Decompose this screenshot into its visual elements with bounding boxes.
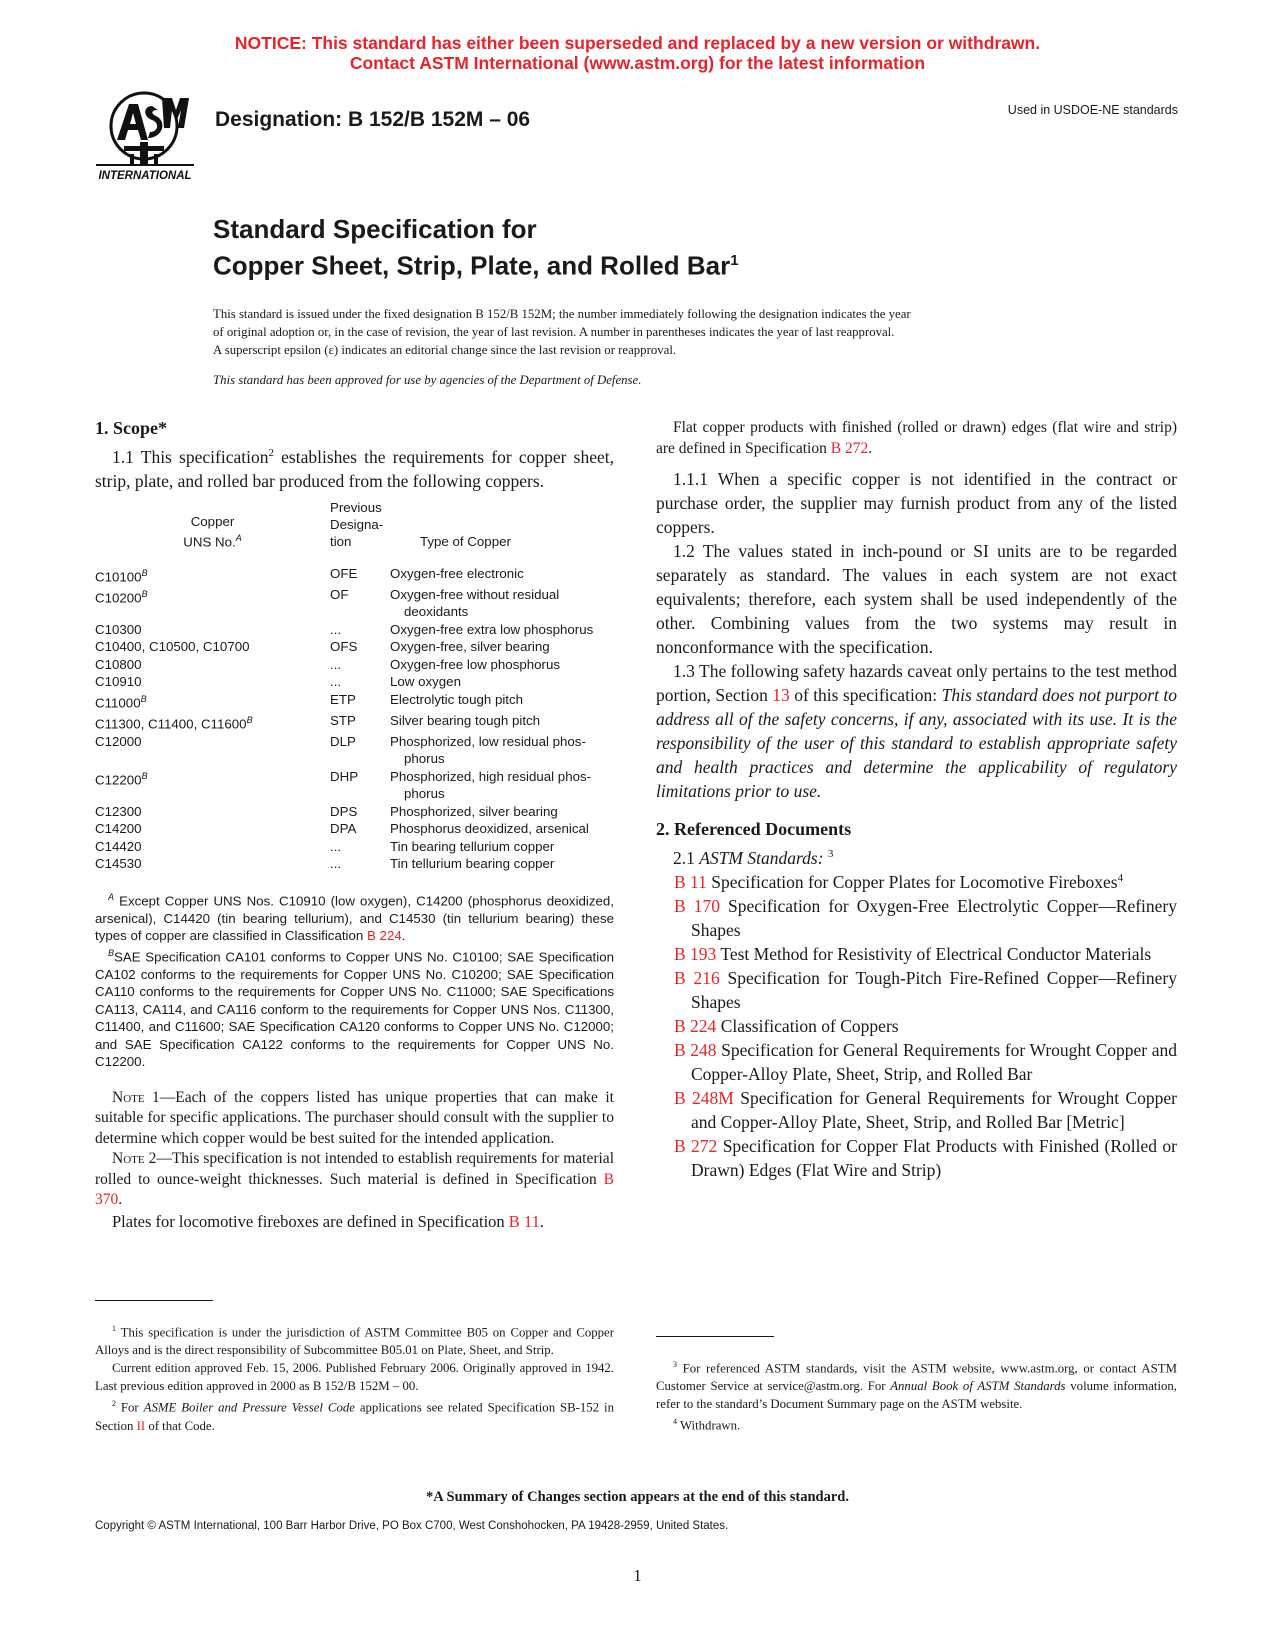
cell-previous-designation: OF xyxy=(330,586,349,602)
scope-heading: 1. Scope* xyxy=(95,418,167,438)
notice-banner xyxy=(0,33,1275,73)
title-line-2-text: Copper Sheet, Strip, Plate, and Rolled Bar xyxy=(213,250,731,281)
note-2-label: Note xyxy=(112,1150,145,1168)
note-2-link[interactable]: B 370 xyxy=(95,1170,614,1209)
note-2-end: . xyxy=(118,1191,123,1209)
table-row xyxy=(95,820,614,838)
section-13-link[interactable]: 13 xyxy=(772,685,790,705)
flat-text: Flat copper products with finished (rolled or drawn) edges (flat wire and strip) are defined in Specification xyxy=(656,419,1177,457)
list-item xyxy=(656,966,1177,1014)
title-footnote-ref: 1 xyxy=(730,252,739,269)
footnote-3-italic: Annual Book of ASTM Standards xyxy=(890,1379,1066,1394)
cell-type: Phosphorized, silver bearing xyxy=(390,803,558,819)
list-item xyxy=(656,1014,1177,1038)
standard-link[interactable]: B 224 xyxy=(674,1016,717,1036)
footnote-3-marker: 3 xyxy=(673,1360,677,1369)
standard-link[interactable]: B 11 xyxy=(674,872,707,892)
table-body xyxy=(95,565,614,873)
standard-title: Classification of Coppers xyxy=(716,1016,899,1036)
cell-type: Oxygen-free electronic xyxy=(390,566,524,581)
plates-end: . xyxy=(539,1211,544,1231)
sub-italic: ASTM Standards: xyxy=(699,848,824,868)
cell-uns xyxy=(95,691,330,712)
cell-uns xyxy=(95,712,330,733)
copyright: Copyright © ASTM International, 100 Barr Harbor Drive, PO Box C700, West Conshohocken, PA 19428-2959, United States. xyxy=(95,1520,729,1532)
list-item xyxy=(656,1134,1177,1182)
cell-previous-designation: ... xyxy=(330,621,342,637)
scope-text-b: establishes the requirements for copper sheet, strip, plate, and rolled bar produced from the following coppers. xyxy=(95,447,615,491)
standard-title: Specification for Copper Flat Products with Finished (Rolled or Drawn) Edges (Flat Wire and Strip) xyxy=(691,1136,1177,1180)
cell-type xyxy=(390,733,614,768)
right-column xyxy=(656,418,1177,1182)
note-2 xyxy=(95,1149,614,1211)
table-note-a xyxy=(95,889,614,945)
table-row xyxy=(95,712,614,733)
document-title xyxy=(213,214,739,282)
cell-uns xyxy=(95,768,330,803)
cell-type: Tin tellurium bearing copper xyxy=(390,856,555,872)
cell-uns xyxy=(95,638,330,656)
notice-line-2: Contact ASTM International (www.astm.org) for the latest information xyxy=(349,53,926,73)
uns-number: C10200 xyxy=(95,590,142,606)
cell-type: Oxygen-free, silver bearing xyxy=(390,639,550,655)
uns-number: C10300 xyxy=(95,621,142,637)
page-number: 1 xyxy=(633,1566,642,1585)
scope-paragraph xyxy=(95,445,614,493)
note-a-link[interactable]: B 224 xyxy=(366,928,402,944)
header-uns-sup: A xyxy=(235,532,242,543)
copper-table xyxy=(95,499,614,873)
plates-link[interactable]: B 11 xyxy=(508,1211,540,1231)
cell-uns xyxy=(95,803,330,821)
uns-number: C14420 xyxy=(95,838,142,854)
standard-title: Test Method for Resistivity of Electrical Conductor Materials xyxy=(716,944,1152,964)
footnote-1-marker: 1 xyxy=(112,1324,116,1333)
standard-link[interactable]: B 216 xyxy=(674,968,720,988)
left-column xyxy=(95,418,614,1233)
uns-footnote-ref: B xyxy=(246,714,253,725)
note-a-text: Except Copper UNS Nos. C10910 (low oxygen), C14200 (phosphorus deoxidized, arsenical), C14420 (tin bearing tellurium), and C14530 (tin tellurium bearing) these types of copper are classified in Classification xyxy=(95,893,614,944)
table-row xyxy=(95,621,614,639)
cell-type: Oxygen-free extra low phosphorus xyxy=(390,621,594,637)
title-line-1: Standard Specification for xyxy=(213,214,537,244)
logo-text: INTERNATIONAL xyxy=(98,170,192,182)
paragraph-1-1-1: 1.1.1 When a specific copper is not identified in the contract or purchase order, the supplier may furnish product from any of the listed coppers. xyxy=(656,469,1177,537)
footnote-4-marker: 4 xyxy=(673,1417,677,1427)
cell-previous-designation: ETP xyxy=(330,691,356,707)
right-footnote-rule xyxy=(656,1336,774,1337)
type-line: Phosphorized, high residual phos- xyxy=(390,768,592,784)
cell-previous-designation: ... xyxy=(330,856,342,872)
standard-link[interactable]: B 170 xyxy=(674,896,720,916)
list-item xyxy=(656,1038,1177,1086)
sub-sup: 3 xyxy=(827,848,834,861)
refdocs-heading: 2. Referenced Documents xyxy=(656,819,852,839)
title-line-2 xyxy=(213,245,739,282)
plates-paragraph xyxy=(95,1211,614,1233)
table-row xyxy=(95,733,614,768)
uns-footnote-ref: B xyxy=(141,770,148,781)
standard-title: Specification for General Requirements for Wrought Copper and Copper-Alloy Plate, Sheet, Strip, and Rolled Bar xyxy=(691,1040,1177,1084)
table-row xyxy=(95,768,614,803)
table-header-prev xyxy=(330,499,390,565)
type-line: phorus xyxy=(404,786,445,802)
note-1 xyxy=(95,1088,614,1150)
table-header-row xyxy=(95,499,614,565)
table-row xyxy=(95,565,614,586)
flat-products-paragraph xyxy=(656,418,1177,459)
cell-uns xyxy=(95,586,330,621)
astm-standards-subheading xyxy=(656,846,1177,870)
table-row xyxy=(95,838,614,856)
uns-number: C11000 xyxy=(95,695,141,711)
footnote-3-b: volume information, refer to the standard’s Document Summary page on the ASTM website. xyxy=(656,1379,1178,1412)
uns-number: C10800 xyxy=(95,656,142,672)
footnote-1-text: This specification is under the jurisdiction of ASTM Committee B05 on Copper and Copper Alloys and is the direct responsibility of Subcommittee B05.01 on Plate, Sheet, and Strip. xyxy=(95,1325,614,1358)
scope-footnote-ref: 2 xyxy=(268,447,274,460)
cell-uns xyxy=(95,733,330,768)
notice-line-1: NOTICE: This standard has either been superseded and replaced by a new version or withdrawn. xyxy=(234,33,1041,53)
summary-of-changes-note: *A Summary of Changes section appears at the end of this standard. xyxy=(426,1489,849,1505)
cell-uns xyxy=(95,565,330,586)
cell-previous-designation: ... xyxy=(330,656,342,672)
standard-title: Specification for General Requirements for Wrought Copper and Copper-Alloy Plate, Sheet, Strip, and Rolled Bar [Metric] xyxy=(691,1088,1177,1132)
cell-type xyxy=(390,586,614,621)
cell-previous-designation: DLP xyxy=(330,733,356,749)
header-designa: Designa- xyxy=(330,517,384,532)
standard-title: Specification for Tough-Pitch Fire-Refined Copper—Refinery Shapes xyxy=(691,968,1177,1012)
standard-link[interactable]: B 193 xyxy=(674,944,717,964)
type-line: Oxygen-free without residual xyxy=(390,586,560,602)
table-row xyxy=(95,638,614,656)
right-footnotes xyxy=(656,1356,1177,1435)
footnote-1 xyxy=(95,1320,614,1359)
footnote-2-marker: 2 xyxy=(112,1399,116,1409)
cell-uns xyxy=(95,673,330,691)
standard-title: Specification for Copper Plates for Locomotive Fireboxes xyxy=(706,872,1118,892)
header-tion: tion xyxy=(330,534,352,549)
standard-link[interactable]: B 248 xyxy=(674,1040,717,1060)
list-item xyxy=(656,1086,1177,1134)
cell-previous-designation: ... xyxy=(330,838,342,854)
astm-logo xyxy=(92,88,200,184)
footnote-2-a: For xyxy=(116,1400,144,1415)
footnote-4-text: Withdrawn. xyxy=(677,1418,741,1433)
note-1-text: 1—Each of the coppers listed has unique properties that can make it suitable for specific applications. The purchaser should consult with the supplier to determine which copper would be best suited for the intended application. xyxy=(95,1088,614,1147)
table-row xyxy=(95,855,614,873)
cell-type: Tin bearing tellurium copper xyxy=(390,838,555,854)
footnote-2-b: applications see related Specification SB-152 in Section xyxy=(95,1400,614,1433)
list-item xyxy=(656,942,1177,966)
table-header-type: Type of Copper xyxy=(390,499,614,565)
table-row xyxy=(95,656,614,674)
header-copper: Copper xyxy=(190,513,235,529)
cell-type: Silver bearing tough pitch xyxy=(390,712,541,728)
flat-link[interactable]: B 272 xyxy=(830,439,869,457)
type-line: phorus xyxy=(404,751,445,767)
cell-uns xyxy=(95,838,330,856)
scope-text-a: 1.1 This specification xyxy=(112,447,269,467)
list-item xyxy=(656,894,1177,942)
footnote-ref: 4 xyxy=(1117,872,1124,885)
cell-type: Phosphorus deoxidized, arsenical xyxy=(390,821,589,837)
table-note-b xyxy=(95,945,614,1071)
flat-end: . xyxy=(868,439,873,457)
p13-b: of this specification: xyxy=(789,685,942,705)
issuance-line-2: of original adoption or, in the case of revision, the year of last revision. A number in parentheses indicates the year of last reapproval. xyxy=(213,325,895,339)
footnote-2-link[interactable]: II xyxy=(136,1418,146,1433)
table-row xyxy=(95,691,614,712)
uns-number: C12300 xyxy=(95,803,142,819)
standard-link[interactable]: B 272 xyxy=(674,1136,718,1156)
dod-approval: This standard has been approved for use by agencies of the Department of Defense. xyxy=(213,373,642,387)
uns-number: C11300, C11400, C11600 xyxy=(95,716,247,732)
cell-uns xyxy=(95,656,330,674)
note-2-text: 2—This specification is not intended to establish requirements for material rolled to ounce-weight thicknesses. Such material is defined in Specification xyxy=(95,1150,614,1188)
left-footnotes xyxy=(95,1320,614,1435)
uns-footnote-ref: B xyxy=(140,693,147,704)
astm-logo-icon xyxy=(92,88,200,184)
type-line: deoxidants xyxy=(404,604,469,620)
plates-text: Plates for locomotive fireboxes are defined in Specification xyxy=(112,1211,509,1231)
cell-previous-designation: OFS xyxy=(330,639,358,655)
footnote-1b: Current edition approved Feb. 15, 2006. Published February 2006. Originally approved in 1942. Last previous edition approved in 2000 as B 152/B 152M – 00. xyxy=(95,1361,614,1394)
cell-previous-designation: OFE xyxy=(330,566,358,581)
note-b-marker: B xyxy=(108,947,115,958)
issuance-statement xyxy=(213,305,1183,359)
safety-caveat: This standard does not purport to address all of the safety concerns, if any, associated with its use. It is the responsibility of the user of this standard to establish appropriate safety and health practices and determine the applicability of regulatory limitations prior to use. xyxy=(656,685,1177,801)
uns-footnote-ref: B xyxy=(141,568,148,578)
issuance-line-1: This standard is issued under the fixed designation B 152/B 152M; the number immediately following the designation indicates the year xyxy=(213,307,911,321)
cell-type xyxy=(390,768,614,803)
cell-type: Oxygen-free low phosphorus xyxy=(390,656,560,672)
sub-a: 2.1 xyxy=(673,848,700,868)
header-uns xyxy=(95,530,330,550)
table-row xyxy=(95,803,614,821)
issuance-line-3: A superscript epsilon (ε) indicates an editorial change since the last revision or reapproval. xyxy=(213,343,677,357)
table-row xyxy=(95,586,614,621)
designation: Designation: B 152/B 152M – 06 xyxy=(215,108,531,131)
header-uns-text: UNS No. xyxy=(183,534,236,549)
uns-number: C10100 xyxy=(95,569,142,585)
uns-footnote-ref: B xyxy=(141,588,148,599)
cell-previous-designation: DPS xyxy=(330,803,358,819)
uns-number: C12200 xyxy=(95,772,142,788)
table-header-uns xyxy=(95,499,330,565)
uns-number: C14200 xyxy=(95,821,142,837)
uns-number: C10910 xyxy=(95,674,142,690)
left-footnote-rule xyxy=(95,1300,213,1301)
cell-uns xyxy=(95,855,330,873)
note-a-marker: A xyxy=(108,891,115,902)
note-1-label: Note xyxy=(112,1088,145,1106)
used-in-label: Used in USDOE-NE standards xyxy=(1007,103,1178,117)
paragraph-1-2: 1.2 The values stated in inch-pound or SI units are to be regarded separately as standard. The values in each system are not exact equivalents; therefore, each system shall be used independently of the other. Combining values from the two systems may result in nonconformance with the specification. xyxy=(656,541,1177,657)
paragraph-1-3 xyxy=(656,659,1177,803)
uns-number: C14530 xyxy=(95,856,142,872)
cell-previous-designation: ... xyxy=(330,674,342,690)
list-item xyxy=(656,870,1177,894)
footnote-2-c: of that Code. xyxy=(145,1418,215,1433)
referenced-documents-list xyxy=(656,870,1177,1182)
uns-number: C10400, C10500, C10700 xyxy=(95,639,250,655)
cell-previous-designation: DHP xyxy=(330,768,359,784)
type-line: Phosphorized, low residual phos- xyxy=(390,733,586,749)
footnote-4 xyxy=(656,1413,1177,1434)
footnote-2 xyxy=(95,1395,614,1434)
note-b-text: SAE Specification CA101 conforms to Copper UNS No. C10100; SAE Specification CA102 conforms to the requirements for Copper UNS No. C10200; SAE Specification CA110 conforms to the requirements for Copper UNS No. C11000; SAE Specifications CA113, CA114, and CA116 conform to the requirements for Copper UNS Nos. C11300, C11400, and C11600; SAE Specification CA120 conforms to Copper UNS No. C12000; and SAE Specification CA122 conforms to the requirements for Copper UNS No. C12200. xyxy=(95,949,614,1070)
cell-type: Low oxygen xyxy=(390,674,461,690)
note-a-end: . xyxy=(401,928,406,944)
cell-type: Electrolytic tough pitch xyxy=(390,691,524,707)
cell-uns xyxy=(95,820,330,838)
standard-title: Specification for Oxygen-Free Electrolytic Copper—Refinery Shapes xyxy=(691,896,1177,940)
table-row xyxy=(95,673,614,691)
header-previous: Previous xyxy=(330,500,382,515)
footnote-3-a: For referenced ASTM standards, visit the ASTM website, www.astm.org, or contact ASTM Customer Service at service@astm.org. For xyxy=(656,1361,1177,1394)
uns-number: C12000 xyxy=(95,733,142,749)
standard-link[interactable]: B 248M xyxy=(674,1088,734,1108)
cell-uns xyxy=(95,621,330,639)
cell-previous-designation: STP xyxy=(330,712,356,728)
cell-previous-designation: DPA xyxy=(330,821,357,837)
footnote-3 xyxy=(656,1356,1177,1413)
footnote-2-italic: ASME Boiler and Pressure Vessel Code xyxy=(143,1400,355,1415)
p13-a: 1.3 The following safety hazards caveat only pertains to the test method portion, Section xyxy=(656,661,1177,705)
